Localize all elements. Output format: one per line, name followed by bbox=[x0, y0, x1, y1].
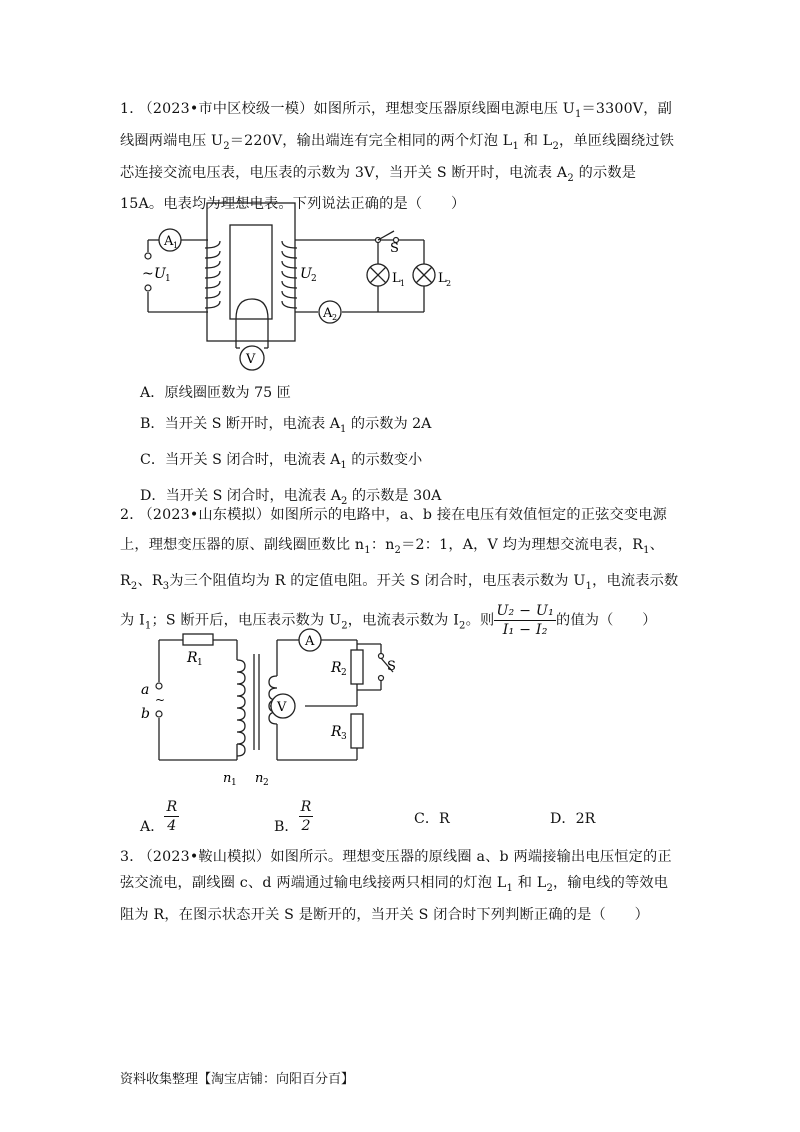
ammeter-a1-label: A bbox=[164, 234, 174, 249]
svg-text:3: 3 bbox=[341, 732, 347, 742]
switch-s-label: S bbox=[387, 659, 396, 674]
terminal-a-label: a bbox=[141, 682, 150, 698]
svg-text:2: 2 bbox=[263, 778, 269, 788]
lamp-l1-label: L bbox=[392, 271, 401, 286]
terminal-b-label: b bbox=[141, 706, 150, 722]
ammeter-a-label: A bbox=[305, 634, 315, 649]
svg-text:2: 2 bbox=[341, 668, 347, 678]
svg-text:~: ~ bbox=[142, 266, 154, 282]
u1-label: U bbox=[154, 266, 166, 282]
voltmeter-v-label: V bbox=[246, 352, 256, 367]
figure-1-transformer-circuit bbox=[140, 200, 470, 376]
option-b[interactable]: B．当开关 S 断开时，电流表 $A_1$ 的示数为 2A bbox=[140, 416, 432, 435]
question-3: 3． （2023•鞍山模拟）如图所示。理想变压器的原线圈 a、b 两端接输出电压恒定的正弦交流电，副线圈 c、d 两端通过输电线接两只相同的灯泡 $L_1$ 和 $L_2$，输电线的等效电阻为 R，在图示状态开关 S 是断开的，当开关 S 闭合时下列判断正确的是（ ） bbox=[120, 849, 672, 923]
figure-2-transformer-circuit bbox=[135, 620, 395, 790]
ammeter-a2-label: A bbox=[323, 306, 333, 321]
question-1: 1． （2023•市中区校级一模）如图所示，理想变压器原线圈电源电压 $U_1=3300V$，副线圈两端电压 $U_2=220V$，输出端连有完全相同的两个灯泡 $L_1$ 和 $L_2$，单匝线圈绕过铁芯连接交流电压表，电压表的示数为 3V，当开关 S 断开时，电流表 $A_2$ 的示数是 15A。电表均为理想电表。下列说法正确的是（ ） bbox=[120, 101, 675, 213]
svg-text:2: 2 bbox=[311, 274, 317, 284]
svg-text:2: 2 bbox=[332, 313, 338, 322]
question-1-options bbox=[140, 378, 441, 516]
resistor-r2-label: R bbox=[331, 660, 342, 676]
question-number: 1． bbox=[120, 101, 144, 117]
svg-text:1: 1 bbox=[165, 274, 171, 284]
ratio-fraction: $\frac{\text{U₂ − U₁}}{\text{I₁ − I₂}}$ bbox=[496, 602, 554, 638]
question-number: 2． bbox=[120, 507, 144, 523]
switch-s-label: S bbox=[390, 241, 399, 256]
svg-text:1: 1 bbox=[197, 658, 203, 668]
n1-label: n bbox=[223, 771, 232, 786]
option-d[interactable]: D．当开关 S 闭合时，电流表 $A_2$ 的示数是 30A bbox=[140, 487, 442, 507]
svg-text:~: ~ bbox=[155, 693, 166, 707]
svg-text:1: 1 bbox=[400, 279, 406, 288]
question-2: 2． （2023•山东模拟）如图所示的电路中，a、b 接在电压有效值恒定的正弦交变电源上，理想变压器的原、副线圈匝数比 $n_1$：$n_2=2$：1，A，V 均为理想交流电表，$R_1$、$R_2$、$R_3$为三个阻值均为 R 的定值电阻。开关 S 闭合时，电压表示数为 $U_1$，电流表示数为 $I_1$；S 断开后，电压表示数为 $U_2$，电流表示数为 $I_2$。则 $\frac{\text{U₂ − U₁}}{\text{I₁ − I₂}}$ 的值为（ ） bbox=[120, 507, 679, 638]
svg-text:2: 2 bbox=[446, 279, 452, 288]
n2-label: n bbox=[255, 771, 264, 786]
voltmeter-v-label: V bbox=[277, 700, 287, 715]
question-number: 3． bbox=[120, 849, 144, 865]
resistor-r3-label: R bbox=[331, 724, 342, 740]
svg-text:1: 1 bbox=[231, 778, 237, 788]
option-a[interactable]: A． $\frac{R}{4}$ bbox=[140, 799, 178, 835]
u2-label: U bbox=[300, 266, 312, 282]
option-a[interactable]: A．原线圈匝数为 75 匝 bbox=[140, 385, 291, 401]
option-c[interactable]: C．当开关 S 闭合时，电流表 $A_1$ 的示数变小 bbox=[140, 451, 423, 471]
option-d[interactable]: D．2R bbox=[550, 811, 596, 827]
option-b[interactable]: B． $\frac{R}{2}$ bbox=[274, 799, 312, 835]
lamp-l2-label: L bbox=[438, 271, 447, 286]
option-c[interactable]: C．R bbox=[414, 811, 450, 827]
svg-text:1: 1 bbox=[173, 241, 179, 250]
page-footer: 资料收集整理【淘宝店铺：向阳百分百】 bbox=[120, 1072, 355, 1087]
question-2-options bbox=[140, 798, 680, 838]
resistor-r1-label: R bbox=[187, 650, 198, 666]
